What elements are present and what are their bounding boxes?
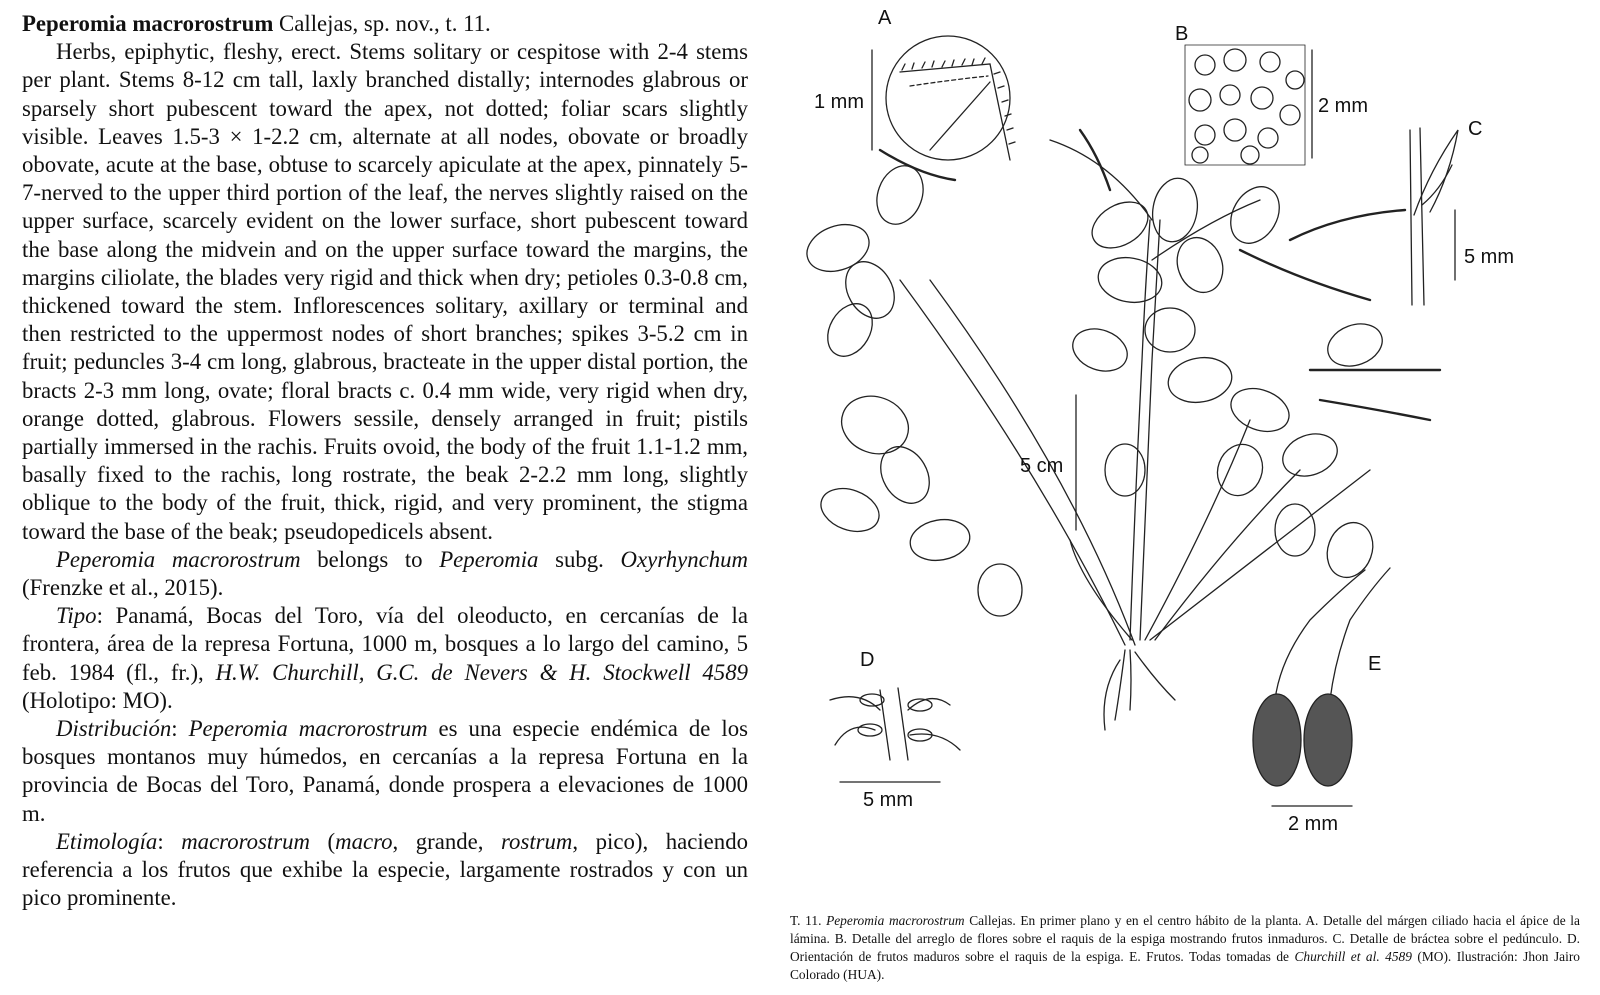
affinity-text-3: (Frenzke et al., 2015).	[22, 575, 224, 601]
affinity-text-2: subg.	[538, 546, 621, 572]
scale-label-b: 2 mm	[1318, 95, 1368, 117]
etimologia-text-3: , pico), haciendo referencia a los frutos que exhibe la especie, largamente rostrados y con un pico prominente.	[22, 828, 748, 911]
description-paragraph: Herbs, epiphytic, fleshy, erect. Stems solitary or cespitose with 2-4 stems per plant. Stems 8-12 cm tall, laxly branched distally; internodes glabrous or sparsely short pubescent toward the apex, not dotted; foliar scars slightly visible. Leaves 1.5-3 × 1-2.2 cm, alternate at all nodes, obovate or broadly obovate, acute at the base, obtuse to scarcely apiculate at the apex, pinnately 5-7-nerved to the upper third portion of the leaf, the nerves slightly raised on the upper surface, scarcely evident on the lower surface, short pubescent toward the base along the midvein and on the upper surface toward the margins, the margins ciliolate, the blades very rigid and thick when dry; petioles 0.3-0.8 cm, thickened toward the stem. Inflorescences solitary, axillary or terminal and then restricted to the uppermost nodes of short branches; spikes 3-5.2 cm in fruit; peduncles 3-4 cm long, glabrous, bracteate in the upper distal portion, the bracts 2-3 mm long, ovate; floral bracts c. 0.4 mm wide, very rigid when dry, orange dotted, glabrous. Flowers sessile, densely arranged in fruit; pistils partially immersed in the rachis. Fruits ovoid, the body of the fruit 1.1-1.2 mm, basally fixed to the rachis, long rostrate, the beak 2-2.2 mm long, slightly oblique to the body of the fruit, thick, rigid, and very prominent, the stigma toward the base of the beak; pseudopedicels absent.	[22, 39, 748, 544]
caption-tail: (MO). Ilustración: Jhon Jairo Colorado (HUA).	[790, 949, 1580, 982]
caption-plate: T. 11.	[790, 913, 827, 928]
species-heading	[22, 10, 748, 38]
caption-species: Peperomia macrorostrum	[826, 913, 965, 928]
caption-text: Callejas. En primer plano y en el centro hábito de la planta. A. Detalle del márgen ciliado hacia el ápice de la lámina. B. Detalle del arreglo de flores sobre el raquis de la espiga mostrando frutos inmaduros. C. Detalle de bráctea sobre el pedúnculo. D. Orientación de frutos maduros sobre el raquis de la espiga. E. Frutos. Todas tomadas de	[790, 913, 1580, 964]
distribucion-paragraph	[22, 715, 748, 828]
scale-label-d: 5 mm	[863, 789, 913, 811]
panel-d-rachis-detail	[830, 688, 960, 782]
scale-label-habit: 5 cm	[1020, 455, 1064, 477]
tipo-tail: (Holotipo: MO).	[22, 687, 173, 713]
panel-c-bract-detail	[1410, 128, 1458, 305]
tipo-paragraph	[22, 602, 748, 715]
plant-habit	[800, 130, 1440, 730]
affinity-subgenus: Oxyrhynchum	[620, 546, 748, 572]
panel-label-e: E	[1368, 653, 1382, 675]
caption-reference: Churchill et al. 4589	[1294, 949, 1412, 964]
affinity-genus: Peperomia	[439, 546, 539, 572]
affinity-paragraph	[22, 546, 748, 602]
panel-a-margin-detail	[872, 36, 1015, 160]
etimologia-word: macrorostrum	[181, 828, 310, 854]
species-description-column	[22, 10, 748, 913]
affinity-text-1: belongs to	[300, 546, 440, 572]
scale-label-e: 2 mm	[1288, 813, 1338, 835]
distribucion-sep: :	[171, 716, 189, 742]
scale-label-a: 1 mm	[814, 91, 864, 113]
tipo-text: : Panamá, Bocas del Toro, vía del oleoducto, en cercanías de la frontera, área de la represa Fortuna, 1000 m, bosques a lo largo del camino, 5 feb. 1984 (fl., fr.),	[22, 603, 748, 685]
species-authority: Callejas, sp. nov., t. 11.	[279, 11, 491, 36]
panel-label-d: D	[860, 649, 875, 671]
panel-label-a: A	[878, 7, 892, 29]
etimologia-rostrum: rostrum	[501, 828, 573, 854]
panel-label-b: B	[1175, 23, 1189, 45]
distribucion-text: es una especie endémica de los bosques montanos muy húmedos, en cercanías a la represa Fortuna en la provincia de Bocas del Toro, Panamá, donde prospera a elevaciones de 1000 m.	[22, 716, 748, 826]
etimologia-sep: :	[157, 828, 182, 854]
distribucion-species: Peperomia macrorostrum	[188, 716, 428, 742]
panel-label-c: C	[1468, 118, 1483, 140]
etimologia-label: Etimología	[56, 828, 158, 854]
tipo-label: Tipo	[56, 603, 97, 629]
etimologia-macro: macro	[335, 828, 393, 854]
panel-e-fruits-detail	[1253, 568, 1390, 806]
species-name: Peperomia macrorostrum	[22, 11, 274, 36]
panel-b-spike-detail	[1185, 45, 1312, 165]
figure-caption	[790, 912, 1580, 984]
distribucion-label: Distribución	[56, 716, 172, 742]
etimologia-text-1: (	[309, 828, 336, 854]
scale-label-c: 5 mm	[1464, 246, 1514, 268]
affinity-species: Peperomia macrorostrum	[56, 546, 301, 572]
etimologia-paragraph	[22, 828, 748, 913]
botanical-illustration	[780, 0, 1600, 890]
etimologia-text-2: , grande,	[392, 828, 502, 854]
tipo-collectors: H.W. Churchill, G.C. de Nevers & H. Stockwell 4589	[215, 659, 748, 685]
illustration-svg	[780, 0, 1600, 890]
